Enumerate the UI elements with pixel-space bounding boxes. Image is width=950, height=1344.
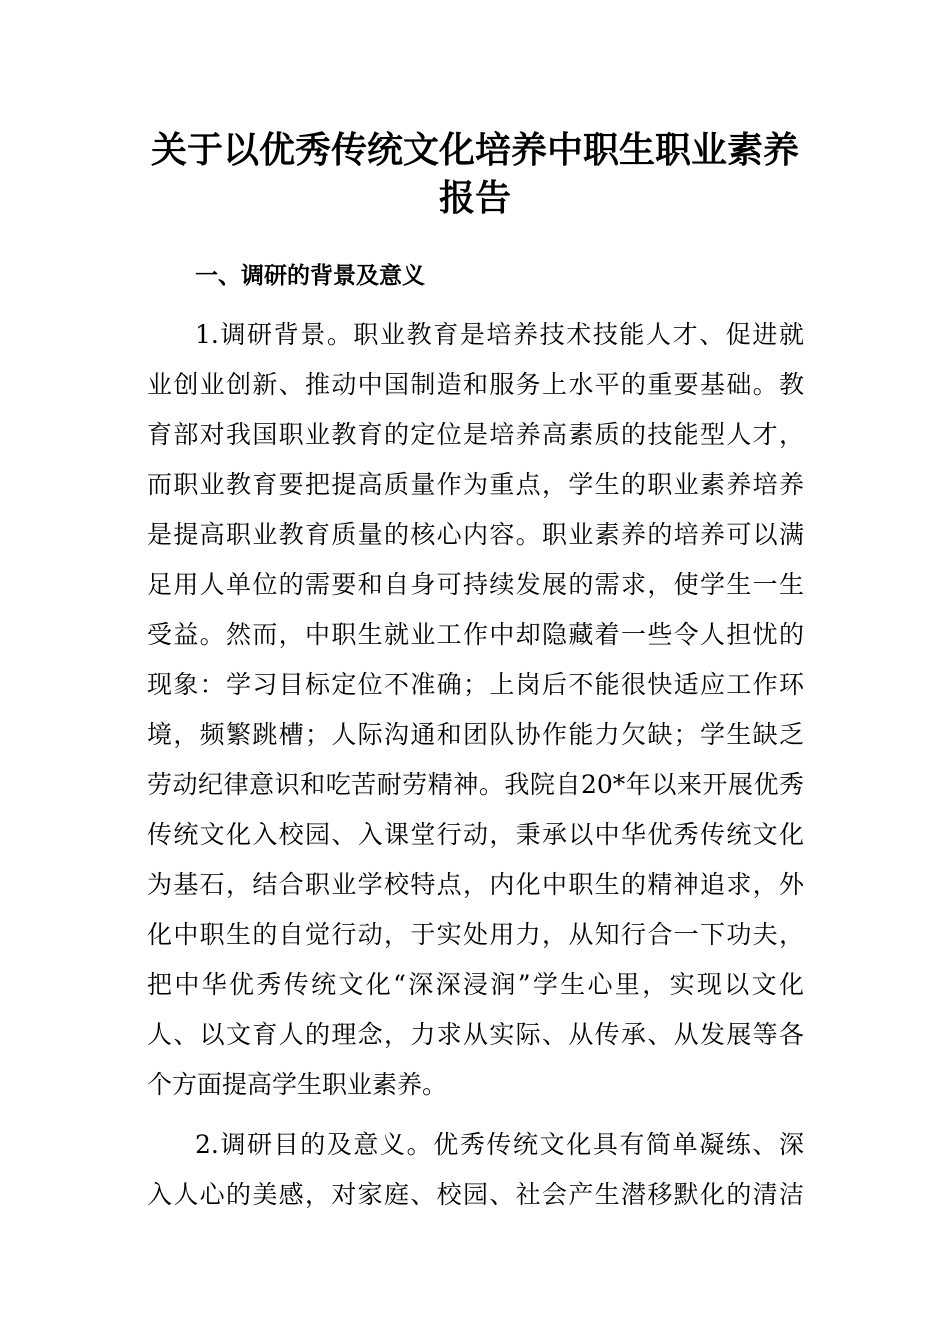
paragraph-1-line: 境，频繁跳槽；人际沟通和团队协作能力欠缺；学生缺乏: [147, 720, 804, 749]
paragraph-1-line: 育部对我国职业教育的定位是培养高素质的技能型人才，: [147, 420, 804, 449]
paragraph-1-line: 而职业教育要把提高质量作为重点，学生的职业素养培养: [147, 470, 804, 499]
paragraph-2-line: 2.调研目的及意义。优秀传统文化具有简单凝练、深: [195, 1130, 804, 1159]
paragraph-1-line: 传统文化入校园、入课堂行动，秉承以中华优秀传统文化: [147, 820, 804, 849]
paragraph-1-line: 把中华优秀传统文化“深深浸润”学生心里，实现以文化: [147, 970, 804, 999]
section-heading: 一、调研的背景及意义: [195, 263, 425, 289]
paragraph-1-line: 业创业创新、推动中国制造和服务上水平的重要基础。教: [147, 370, 804, 399]
paragraph-1-line: 为基石，结合职业学校特点，内化中职生的精神追求，外: [147, 870, 804, 899]
paragraph-1-line: 是提高职业教育质量的核心内容。职业素养的培养可以满: [147, 520, 804, 549]
paragraph-1-line: 受益。然而，中职生就业工作中却隐藏着一些令人担忧的: [147, 620, 804, 649]
document-title-line-2: 报告: [438, 177, 511, 219]
paragraph-1-line: 个方面提高学生职业素养。: [147, 1070, 448, 1099]
paragraph-1-line: 劳动纪律意识和吃苦耐劳精神。我院自20*年以来开展优秀: [147, 770, 804, 799]
paragraph-1-line: 1.调研背景。职业教育是培养技术技能人才、促进就: [195, 320, 804, 349]
document-title-line-1: 关于以优秀传统文化培养中职生职业素养: [150, 129, 799, 171]
paragraph-1-line: 化中职生的自觉行动，于实处用力，从知行合一下功夫，: [147, 920, 804, 949]
paragraph-2-line: 入人心的美感，对家庭、校园、社会产生潜移默化的清洁: [147, 1180, 804, 1209]
paragraph-1-line: 现象：学习目标定位不准确；上岗后不能很快适应工作环: [147, 670, 804, 699]
paragraph-1-line: 足用人单位的需要和自身可持续发展的需求，使学生一生: [147, 570, 804, 599]
paragraph-1-line: 人、以文育人的理念，力求从实际、从传承、从发展等各: [147, 1020, 804, 1049]
